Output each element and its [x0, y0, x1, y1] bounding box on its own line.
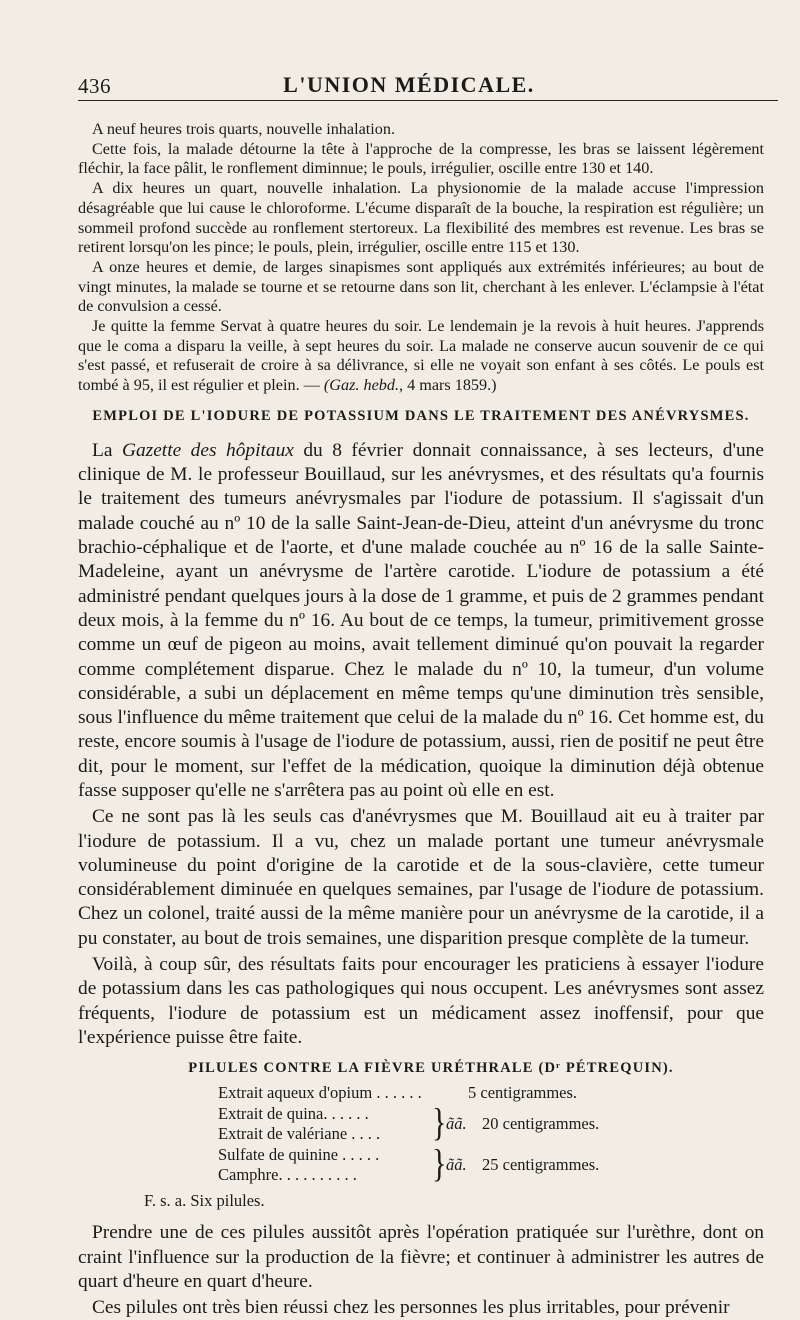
paragraph: A neuf heures trois quarts, nouvelle inhalation. [92, 120, 395, 138]
formula-title: PILULES CONTRE LA FIÈVRE URÉTHRALE (Dʳ PÉTREQUIN). [188, 1060, 674, 1077]
ingredient: Sulfate de quinine . . . . . [218, 1145, 380, 1165]
ingredient: Extrait aqueux d'opium . . . . . . [218, 1083, 422, 1103]
closing-text [78, 1221, 764, 1320]
page-header [78, 70, 780, 102]
paragraph [78, 439, 764, 803]
paragraph: Cette fois, la malade détourne la tête à l'approche de la compresse, les bras se laissent légèrement fléchir, la face pâlit, le ronflement diminnue; le pouls, irrégulier, oscille entre 130 et 140. [78, 139, 764, 178]
paragraph [78, 317, 764, 396]
paragraph: Ce ne sont pas là les seuls cas d'anévrysmes que M. Bouillaud ait eu à traiter par l'iodure de potassium. Il a vu, chez un malade portant une tumeur anévrysmale volumineuse du point d'origine de la carotide et de la sous-clavière, cette tumeur considérablement diminuée en quelques semaines, par l'usage de l'iodure de potassium. Chez un colonel, traité aussi de la même manière pour un anévrysme de la carotide, il a pu constater, au bout de trois semaines, une disparition presque complète de la tumeur. [78, 806, 764, 949]
dose: 20 centigrammes. [482, 1114, 600, 1134]
paragraph: Prendre une de ces pilules aussitôt après l'opération pratiquée sur l'urèthre, dont on craint l'influence sur la production de la fièvre; et continuer à administrer les autres de quart d'heure en quart d'heure. [78, 1222, 764, 1292]
citation-source: (Gaz. hebd., [323, 376, 404, 395]
header-rule [78, 100, 778, 101]
ingredient: Extrait de quina. . . . . . [218, 1104, 369, 1124]
article-body [78, 439, 764, 1050]
citation-date: 4 mars 1859.) [403, 376, 497, 395]
paragraph: A onze heures et demie, de larges sinapismes sont appliqués aux extrémités inférieures; au bout de vingt minutes, la malade se tourne et se retourne dans son lit, cherchant à les enlever. L'éclampsie à l'état de convulsion a cessé. [78, 257, 764, 316]
ingredient: Camphre. . . . . . . . . . [218, 1165, 357, 1185]
journal-title: L'UNION MÉDICALE. [283, 72, 535, 97]
section-title: EMPLOI DE L'IODURE DE POTASSIUM DANS LE TRAITEMENT DES ANÉVRYSMES. [92, 407, 750, 424]
journal-reference: Gazette des hôpitaux [121, 439, 294, 461]
prescription-group [218, 1145, 764, 1185]
page-number: 436 [78, 74, 111, 98]
prescription-instruction: F. s. a. Six pilules. [144, 1191, 265, 1211]
dose: 5 centigrammes. [468, 1083, 578, 1103]
prescription [218, 1083, 764, 1185]
page-body [78, 120, 764, 1320]
ingredient: Extrait de valériane . . . . [218, 1124, 381, 1144]
ana-mark: ãã. [446, 1155, 467, 1175]
paragraph: A dix heures un quart, nouvelle inhalation. La physionomie de la malade accuse l'impression désagréable que lui cause le chloroforme. L'écume disparaît de la bouche, la respiration est régulière; un sommeil profond succède au ronflement stertoreux. La flexibilité des membres est revenue. Les bras se retirent lorsqu'on les pince; le pouls, plein, irrégulier, oscille entre 115 et 130. [78, 179, 764, 257]
dose: 25 centigrammes. [482, 1155, 600, 1175]
prescription-line [218, 1083, 764, 1103]
paragraph: Ces pilules ont très bien réussi chez les personnes les plus irritables, pour prévenir [92, 1297, 730, 1319]
paragraph: Voilà, à coup sûr, des résultats faits pour encourager les praticiens à essayer l'iodure de potassium dans les cas pathologiques qui nous occupent. Les anévrysmes sont assez fréquents, l'iodure de potassium est un médicament assez inoffensif, pour que l'expérience puisse être faite. [78, 954, 764, 1048]
prescription-group [218, 1104, 764, 1144]
paragraph-text: du 8 février donnait connaissance, à ses lecteurs, d'une clinique de M. le professeur Bouillaud, sur les anévrysmes, et des résultats qu'a fournis le traitement des tumeurs anévrysmales par l'iodure de potassium. Il s'agissait d'un malade couché au nº 10 de la salle Saint-Jean-de-Dieu, atteint d'un anévrysme du tronc brachio-céphalique et de l'aorte, et d'une malade couchée au nº 16 de la salle Sainte-Madeleine, ayant un anévrysme de l'artère carotide. L'iodure de potassium a été administré pendant quelques jours à la dose de 1 gramme, et puis de 2 grammes pendant deux mois, à la femme du nº 16. Au bout de ce temps, la tumeur, primitivement grosse comme un œuf de pigeon au moins, avait tellement diminué qu'on pouvait la regarder comme complétement disparue. Chez le malade du nº 10, la tumeur, d'un volume considérable, a subi un déplacement en même temps qu'une diminution très sensible, sous l'influence du même traitement que celui de la malade du nº 16. Cet homme est, du reste, encore soumis à l'usage de l'iodure de potassium, aussi, rien de positif ne peut être dit, pour le moment, sur l'effet de la médication, quoique la diminution déjà obtenue fasse supposer qu'elle ne s'arrêtera pas au point où elle en est. [78, 439, 764, 801]
case-report [78, 120, 764, 396]
paragraph-text: Je quitte la femme Servat à quatre heures du soir. Le lendemain je la revois à huit heures. J'apprends que le coma a disparu la veille, à sept heures du soir. La malade ne conserve aucun souvenir de ce qui s'est passé, et refuserait de croire à sa délivrance, si elle ne voyait son enfant à ses côtés. Le pouls est tombé à 95, il est régulier et plein. — [78, 317, 764, 395]
brace: } [432, 1143, 447, 1187]
paragraph-lead: La [92, 439, 122, 461]
ana-mark: ãã. [446, 1114, 467, 1134]
brace: } [432, 1102, 447, 1146]
